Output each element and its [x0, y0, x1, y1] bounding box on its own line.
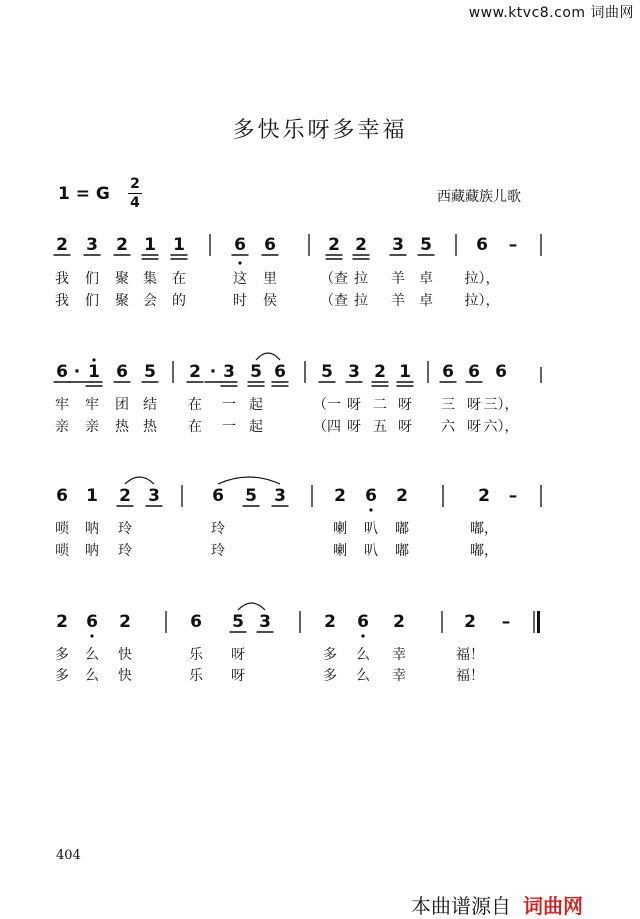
- lyric-syllable: 多: [55, 647, 69, 663]
- lyric-syllable: 呀: [231, 647, 245, 663]
- lyric-syllable: 热: [115, 419, 129, 435]
- lyric-syllable: 一: [222, 419, 236, 435]
- note: 3: [348, 362, 360, 382]
- note: 2: [464, 612, 476, 632]
- song-genre: 西藏藏族儿歌: [437, 189, 521, 205]
- lyric-syllable: 么: [356, 668, 370, 684]
- lyric-syllable: 结: [143, 397, 157, 413]
- note: 5: [420, 235, 432, 255]
- lyric-syllable: 呀: [347, 419, 361, 435]
- note: 6: [86, 612, 98, 632]
- lyric-syllable: 羊: [391, 271, 405, 287]
- low-octave-dot: [90, 634, 93, 637]
- lyric-syllable: 玲: [118, 543, 132, 559]
- lyric-syllable: 福！: [456, 668, 484, 684]
- lyric-syllable: 喇: [333, 521, 347, 537]
- note: 3: [392, 235, 404, 255]
- lyric-syllable: 玲: [211, 543, 225, 559]
- lyric-syllable: 福！: [456, 647, 484, 663]
- note: 6: [190, 612, 202, 632]
- note: 6: [357, 612, 369, 632]
- note: 2: [119, 612, 131, 632]
- lyric-syllable: 在: [172, 271, 186, 287]
- slur: [125, 477, 154, 484]
- lyric-syllable: 牢: [55, 397, 69, 413]
- note: 2: [119, 486, 131, 506]
- lyric-syllable: 玲: [211, 521, 225, 537]
- lyric-syllable: 会: [143, 293, 157, 309]
- note: 3: [274, 486, 286, 506]
- note: 6: [274, 362, 286, 382]
- lyric-syllable: 拉: [354, 293, 368, 309]
- note: ·: [73, 362, 81, 382]
- footer-source: 本曲谱源自: [411, 894, 511, 918]
- note: 1: [88, 362, 100, 382]
- note: 2: [56, 235, 68, 255]
- lyric-syllable: 聚: [115, 293, 129, 309]
- lyric-syllable: 三），: [483, 397, 519, 413]
- lyric-syllable: 五: [373, 419, 387, 435]
- lyric-syllable: 们: [85, 271, 99, 287]
- note: 5: [321, 362, 333, 382]
- watermark: www.ktvc8.com 词曲网: [468, 5, 634, 21]
- lyric-syllable: 卓: [419, 293, 433, 309]
- lyric-syllable: 团: [115, 397, 129, 413]
- note: 2: [116, 235, 128, 255]
- lyric-syllable: 么: [85, 647, 99, 663]
- low-octave-dot: [369, 508, 372, 511]
- lyric-syllable: 们: [85, 293, 99, 309]
- note: 5: [144, 362, 156, 382]
- lyric-syllable: 么: [356, 647, 370, 663]
- lyric-syllable: 乐: [189, 668, 203, 684]
- slur: [256, 353, 280, 360]
- note: 6: [495, 362, 507, 382]
- slur: [238, 603, 265, 610]
- lyric-syllable: 玲: [118, 521, 132, 537]
- note: –: [508, 486, 518, 506]
- note: 6: [56, 486, 68, 506]
- lyric-syllable: 在: [188, 419, 202, 435]
- note: 3: [223, 362, 235, 382]
- lyric-syllable: 羊: [391, 293, 405, 309]
- lyric-syllable: （四: [313, 419, 341, 435]
- lyric-syllable: 二: [373, 397, 387, 413]
- time-signature-top: 2: [130, 176, 140, 192]
- note: 2: [328, 235, 340, 255]
- lyric-syllable: 乐: [189, 647, 203, 663]
- note: 6: [365, 486, 377, 506]
- lyric-syllable: 拉），: [464, 271, 500, 287]
- note: 2: [396, 486, 408, 506]
- lyric-syllable: （查: [320, 271, 348, 287]
- footer-brand[interactable]: 词曲网: [523, 894, 583, 918]
- note: 1: [173, 235, 185, 255]
- note: 2: [324, 612, 336, 632]
- lyric-syllable: 快: [118, 668, 132, 684]
- note: 1: [399, 362, 411, 382]
- lyric-syllable: 热: [143, 419, 157, 435]
- lyric-syllable: 聚: [115, 271, 129, 287]
- page-number: 404: [56, 848, 81, 863]
- note: 3: [259, 612, 271, 632]
- lyric-syllable: 牢: [85, 397, 99, 413]
- lyric-syllable: 六: [441, 419, 455, 435]
- note: 6: [264, 235, 276, 255]
- note: 1: [86, 486, 98, 506]
- lyric-syllable: 我: [55, 293, 69, 309]
- lyric-syllable: 起: [249, 397, 263, 413]
- lyric-syllable: 呐: [85, 521, 99, 537]
- note: 5: [250, 362, 262, 382]
- lyric-syllable: 嘟: [395, 543, 409, 559]
- lyric-syllable: 呐: [85, 543, 99, 559]
- note: 5: [232, 612, 244, 632]
- lyric-syllable: 集: [143, 271, 157, 287]
- note: 3: [86, 235, 98, 255]
- note: 2: [393, 612, 405, 632]
- lyric-syllable: 这: [233, 271, 247, 287]
- lyric-syllable: 嘟，: [470, 543, 498, 559]
- note: 2: [56, 612, 68, 632]
- note: 6: [116, 362, 128, 382]
- note: –: [501, 612, 511, 632]
- footer: [411, 890, 583, 919]
- lyric-syllable: 拉），: [464, 293, 500, 309]
- lyric-syllable: 三: [441, 397, 455, 413]
- note: 6: [234, 235, 246, 255]
- lyric-syllable: 幸: [392, 647, 406, 663]
- lyric-syllable: 呀: [467, 419, 481, 435]
- lyric-syllable: 嘟: [395, 521, 409, 537]
- slur: [218, 477, 280, 484]
- lyric-syllable: 么: [85, 668, 99, 684]
- lyric-syllable: 唢: [55, 521, 69, 537]
- note: –: [508, 235, 518, 255]
- low-octave-dot: [361, 634, 364, 637]
- note: 6: [442, 362, 454, 382]
- note: 6: [468, 362, 480, 382]
- lyric-syllable: 亲: [85, 419, 99, 435]
- final-bar-line: [537, 611, 540, 633]
- high-octave-dot: [92, 358, 95, 361]
- lyric-syllable: 亲: [55, 419, 69, 435]
- key-label: 1 = G: [58, 184, 110, 204]
- lyric-syllable: 我: [55, 271, 69, 287]
- note: 3: [148, 486, 160, 506]
- note: 5: [245, 486, 257, 506]
- lyric-syllable: 叭: [364, 521, 378, 537]
- lyric-syllable: 在: [188, 397, 202, 413]
- note: ·: [209, 362, 217, 382]
- lyric-syllable: 呀: [231, 668, 245, 684]
- lyric-syllable: 里: [263, 271, 277, 287]
- lyric-syllable: 呀: [398, 419, 412, 435]
- lyric-syllable: 呀: [347, 397, 361, 413]
- lyric-syllable: 多: [55, 668, 69, 684]
- note: 6: [56, 362, 68, 382]
- low-octave-dot: [238, 261, 241, 264]
- note: 2: [189, 362, 201, 382]
- lyric-syllable: （查: [320, 293, 348, 309]
- note: 2: [478, 486, 490, 506]
- lyric-syllable: 嘟，: [470, 521, 498, 537]
- lyric-syllable: 卓: [419, 271, 433, 287]
- note: 6: [212, 486, 224, 506]
- note: 2: [334, 486, 346, 506]
- lyric-syllable: 一: [222, 397, 236, 413]
- lyric-syllable: 快: [118, 647, 132, 663]
- lyric-syllable: 幸: [392, 668, 406, 684]
- note: 1: [144, 235, 156, 255]
- lyric-syllable: 叭: [364, 543, 378, 559]
- lyric-syllable: 拉: [354, 271, 368, 287]
- lyric-syllable: 侯: [263, 293, 277, 309]
- lyric-syllable: 多: [323, 668, 337, 684]
- lyric-syllable: 呀: [398, 397, 412, 413]
- lyric-syllable: 六），: [483, 419, 519, 435]
- lyric-syllable: 起: [249, 419, 263, 435]
- song-title: 多快乐呀多幸福: [232, 118, 408, 143]
- note: 2: [355, 235, 367, 255]
- note: 6: [476, 235, 488, 255]
- time-signature-bottom: 4: [130, 195, 140, 211]
- lyric-syllable: （一: [313, 397, 341, 413]
- lyric-syllable: 喇: [333, 543, 347, 559]
- lyric-syllable: 的: [172, 293, 186, 309]
- lyric-syllable: 多: [323, 647, 337, 663]
- lyric-syllable: 唢: [55, 543, 69, 559]
- lyric-syllable: 呀: [467, 397, 481, 413]
- note: 2: [374, 362, 386, 382]
- lyric-syllable: 时: [233, 293, 247, 309]
